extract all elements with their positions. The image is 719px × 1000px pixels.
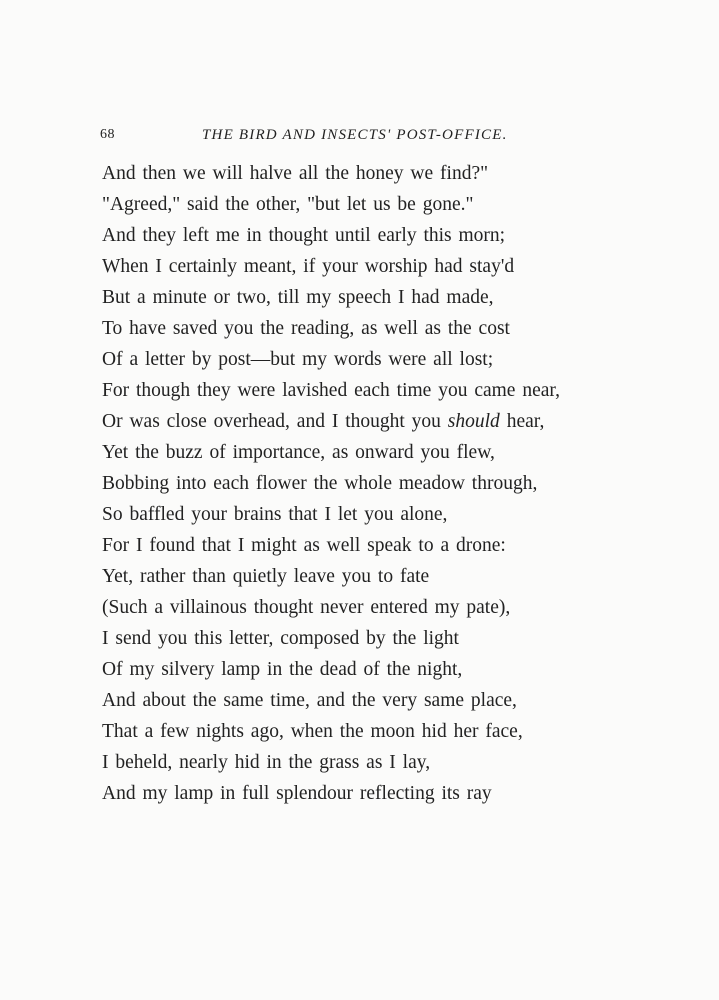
running-title: THE BIRD AND INSECTS' POST-OFFICE. [202, 127, 508, 143]
page-header [100, 127, 600, 149]
poem-line: Yet the buzz of importance, as onward you flew, [102, 442, 495, 463]
poem-body [102, 158, 622, 809]
poem-line: When I certainly meant, if your worship had stay'd [102, 256, 515, 277]
poem-line: I beheld, nearly hid in the grass as I lay, [102, 752, 431, 773]
poem-line: For though they were lavished each time you came near, [102, 380, 560, 401]
poem-line: So baffled your brains that I let you alone, [102, 504, 448, 525]
poem-line: To have saved you the reading, as well as the cost [102, 318, 510, 339]
line-text-after: hear, [499, 411, 545, 432]
poem-line: And about the same time, and the very same place, [102, 690, 517, 711]
poem-line: For I found that I might as well speak to a drone: [102, 535, 506, 556]
poem-line: Of a letter by post—but my words were all lost; [102, 349, 494, 370]
poem-line: "Agreed," said the other, "but let us be gone." [102, 194, 474, 215]
page-number: 68 [100, 127, 115, 142]
emphasized-word: should [447, 411, 500, 432]
poem-line: Of my silvery lamp in the dead of the night, [102, 659, 463, 680]
poem-line: And they left me in thought until early this morn; [102, 225, 506, 246]
poem-line: That a few nights ago, when the moon hid her face, [102, 721, 523, 742]
line-text-before: Or was close overhead, and I thought you [102, 411, 448, 432]
poem-line: And then we will halve all the honey we find?" [102, 163, 489, 184]
poem-line: But a minute or two, till my speech I had made, [102, 287, 494, 308]
poem-line: Bobbing into each flower the whole meadow through, [102, 473, 538, 494]
poem-line-with-emphasis [102, 406, 622, 437]
poem-line: I send you this letter, composed by the light [102, 628, 459, 649]
poem-line: (Such a villainous thought never entered my pate), [102, 597, 511, 618]
poem-line: And my lamp in full splendour reflecting its ray [102, 783, 492, 804]
poem-line: Yet, rather than quietly leave you to fate [102, 566, 430, 587]
